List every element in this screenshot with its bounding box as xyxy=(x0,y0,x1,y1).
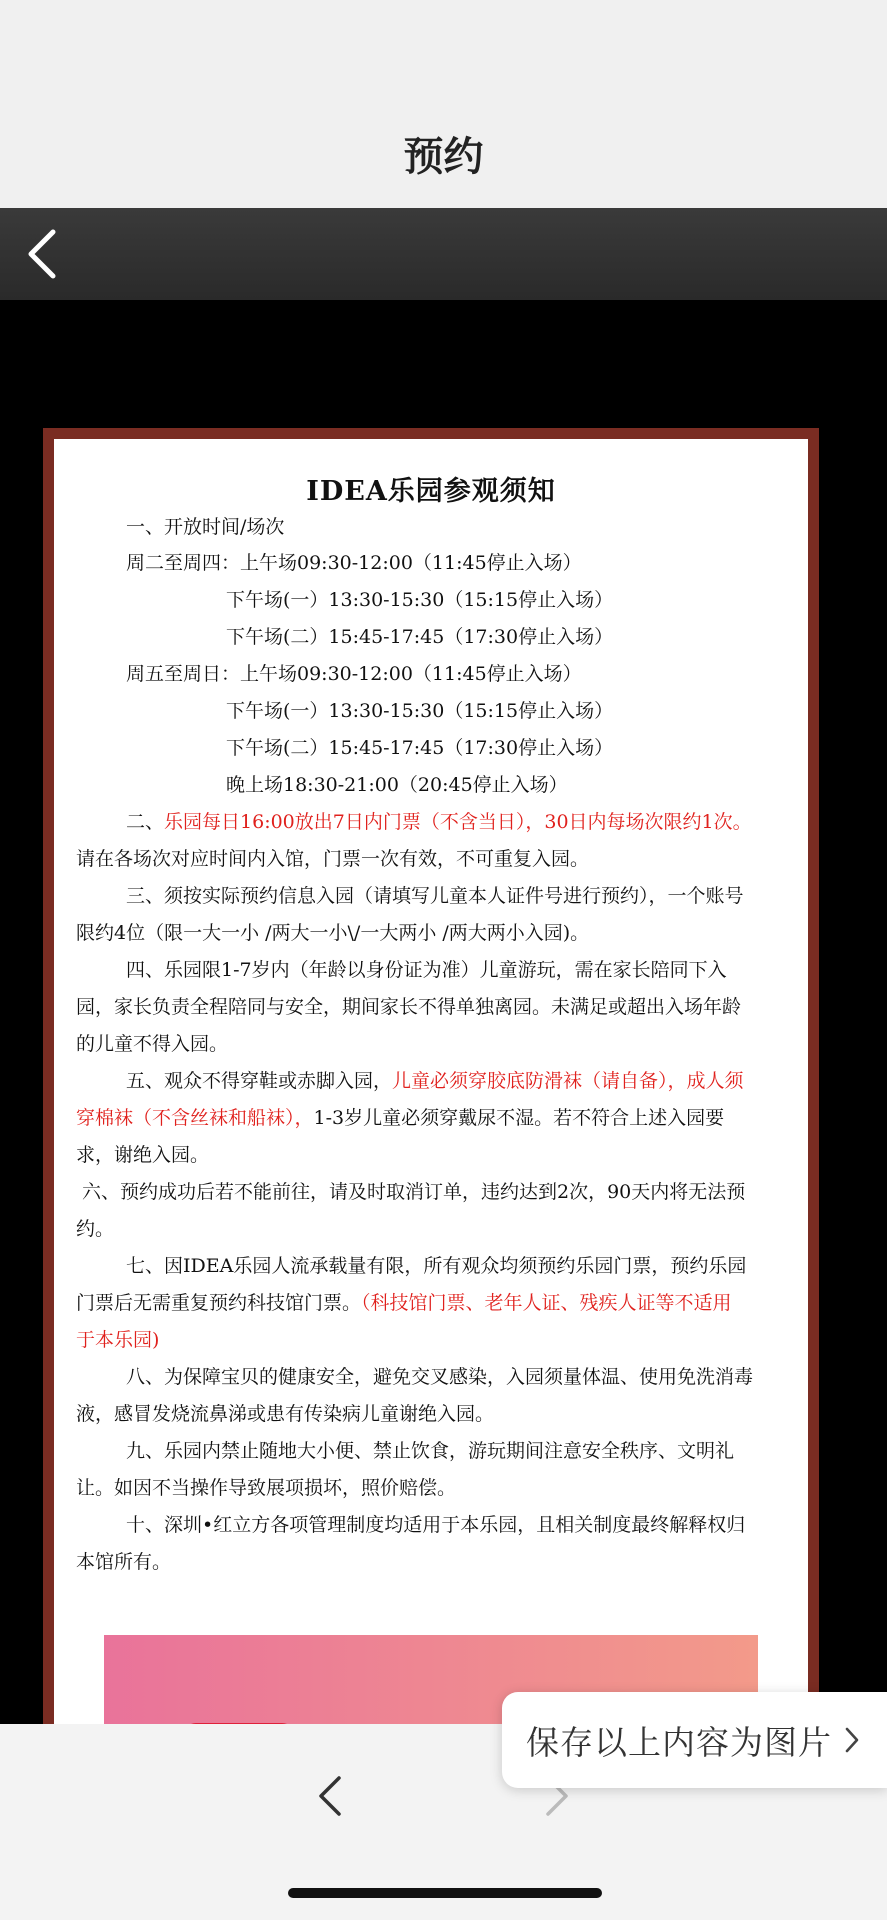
nav-strip xyxy=(0,208,887,300)
chevron-right-icon xyxy=(844,1726,860,1754)
notice-line: 一、开放时间/场次 xyxy=(126,516,285,538)
notice-line: 七、因IDEA乐园人流承载量有限，所有观众均须预约乐园门票，预约乐园 xyxy=(126,1255,747,1277)
notice-line: 门票后无需重复预约科技馆门票。（科技馆门票、老年人证、残疾人证等不适用 xyxy=(76,1292,732,1314)
notice-line: 限约4位（限一大一小 /两大一小\/一大两小 /两大两小入园)。 xyxy=(76,922,590,944)
notice-line: 周二至周四：上午场09:30-12:00（11:45停止入场） xyxy=(126,552,582,574)
notice-line: 晚上场18:30-21:00（20:45停止入场） xyxy=(226,774,568,796)
browser-back-button[interactable] xyxy=(305,1766,355,1826)
notice-line: 液，感冒发烧流鼻涕或患有传染病儿童谢绝入园。 xyxy=(76,1403,495,1425)
notice-line: 下午场(二）15:45-17:45（17:30停止入场） xyxy=(226,626,614,648)
highlight-text: 儿童必须穿胶底防滑袜（请自备），成人须 xyxy=(392,1070,744,1092)
notice-document xyxy=(54,439,808,1727)
notice-title: IDEA乐园参观须知 xyxy=(306,476,556,507)
page-title: 预约 xyxy=(403,134,484,180)
notice-line: 园，家长负责全程陪同与安全，期间家长不得单独离园。未满足或超出入场年龄 xyxy=(76,996,742,1018)
back-button[interactable] xyxy=(14,226,70,282)
notice-line: 八、为保障宝贝的健康安全，避免交叉感染，入园须量体温、使用免洗消毒 xyxy=(126,1366,754,1388)
chevron-left-icon xyxy=(317,1775,343,1817)
notice-line: 三、须按实际预约信息入园（请填写儿童本人证件号进行预约），一个账号 xyxy=(126,885,744,907)
notice-line: 约。 xyxy=(76,1218,115,1240)
notice-line: 的儿童不得入园。 xyxy=(76,1033,229,1055)
highlight-text: 于本乐园) xyxy=(76,1329,160,1351)
chevron-left-icon xyxy=(25,228,59,280)
highlight-text: （科技馆门票、老年人证、残疾人证等不适用 xyxy=(361,1292,732,1314)
notice-line: 穿棉袜（不含丝袜和船袜），1-3岁儿童必须穿戴尿不湿。若不符合上述入园要 xyxy=(76,1107,725,1129)
highlight-text: 乐园每日16:00放出7日内门票（不含当日），30日内每场次限约1次。 xyxy=(164,811,752,833)
notice-line xyxy=(76,1328,159,1352)
notice-line: 十、深圳•红立方各项管理制度均适用于本乐园，且相关制度最终解释权归 xyxy=(126,1514,746,1536)
notice-line: 下午场(二）15:45-17:45（17:30停止入场） xyxy=(226,737,614,759)
notice-line: 下午场(一）13:30-15:30（15:15停止入场） xyxy=(226,700,614,722)
notice-line: 下午场(一）13:30-15:30（15:15停止入场） xyxy=(226,589,614,611)
highlight-text: 穿棉袜（不含丝袜和船袜）， xyxy=(76,1107,314,1129)
notice-line: 本馆所有。 xyxy=(76,1551,172,1573)
notice-line: 五、观众不得穿鞋或赤脚入园，儿童必须穿胶底防滑袜（请自备），成人须 xyxy=(126,1070,744,1092)
home-indicator[interactable] xyxy=(288,1888,602,1898)
notice-line: 请在各场次对应时间内入馆，门票一次有效，不可重复入园。 xyxy=(76,848,590,870)
notice-line: 六、预约成功后若不能前往，请及时取消订单，违约达到2次，90天内将无法预 xyxy=(82,1181,746,1203)
notice-line: 二、乐园每日16:00放出7日内门票（不含当日），30日内每场次限约1次。 xyxy=(126,811,752,833)
save-as-image-button[interactable] xyxy=(502,1692,887,1788)
notice-line: 四、乐园限1-7岁内（年龄以身份证为准）儿童游玩，需在家长陪同下入 xyxy=(126,959,727,981)
save-as-image-label: 保存以上内容为图片 xyxy=(526,1722,832,1762)
title-bar xyxy=(0,0,887,208)
notice-line: 让。如因不当操作导致展项损坏，照价赔偿。 xyxy=(76,1477,457,1499)
notice-line: 九、乐园内禁止随地大小便、禁止饮食，游玩期间注意安全秩序、文明礼 xyxy=(126,1440,735,1462)
notice-line: 周五至周日：上午场09:30-12:00（11:45停止入场） xyxy=(126,663,582,685)
notice-line: 求，谢绝入园。 xyxy=(76,1144,210,1166)
notice-image-frame xyxy=(43,428,819,1738)
